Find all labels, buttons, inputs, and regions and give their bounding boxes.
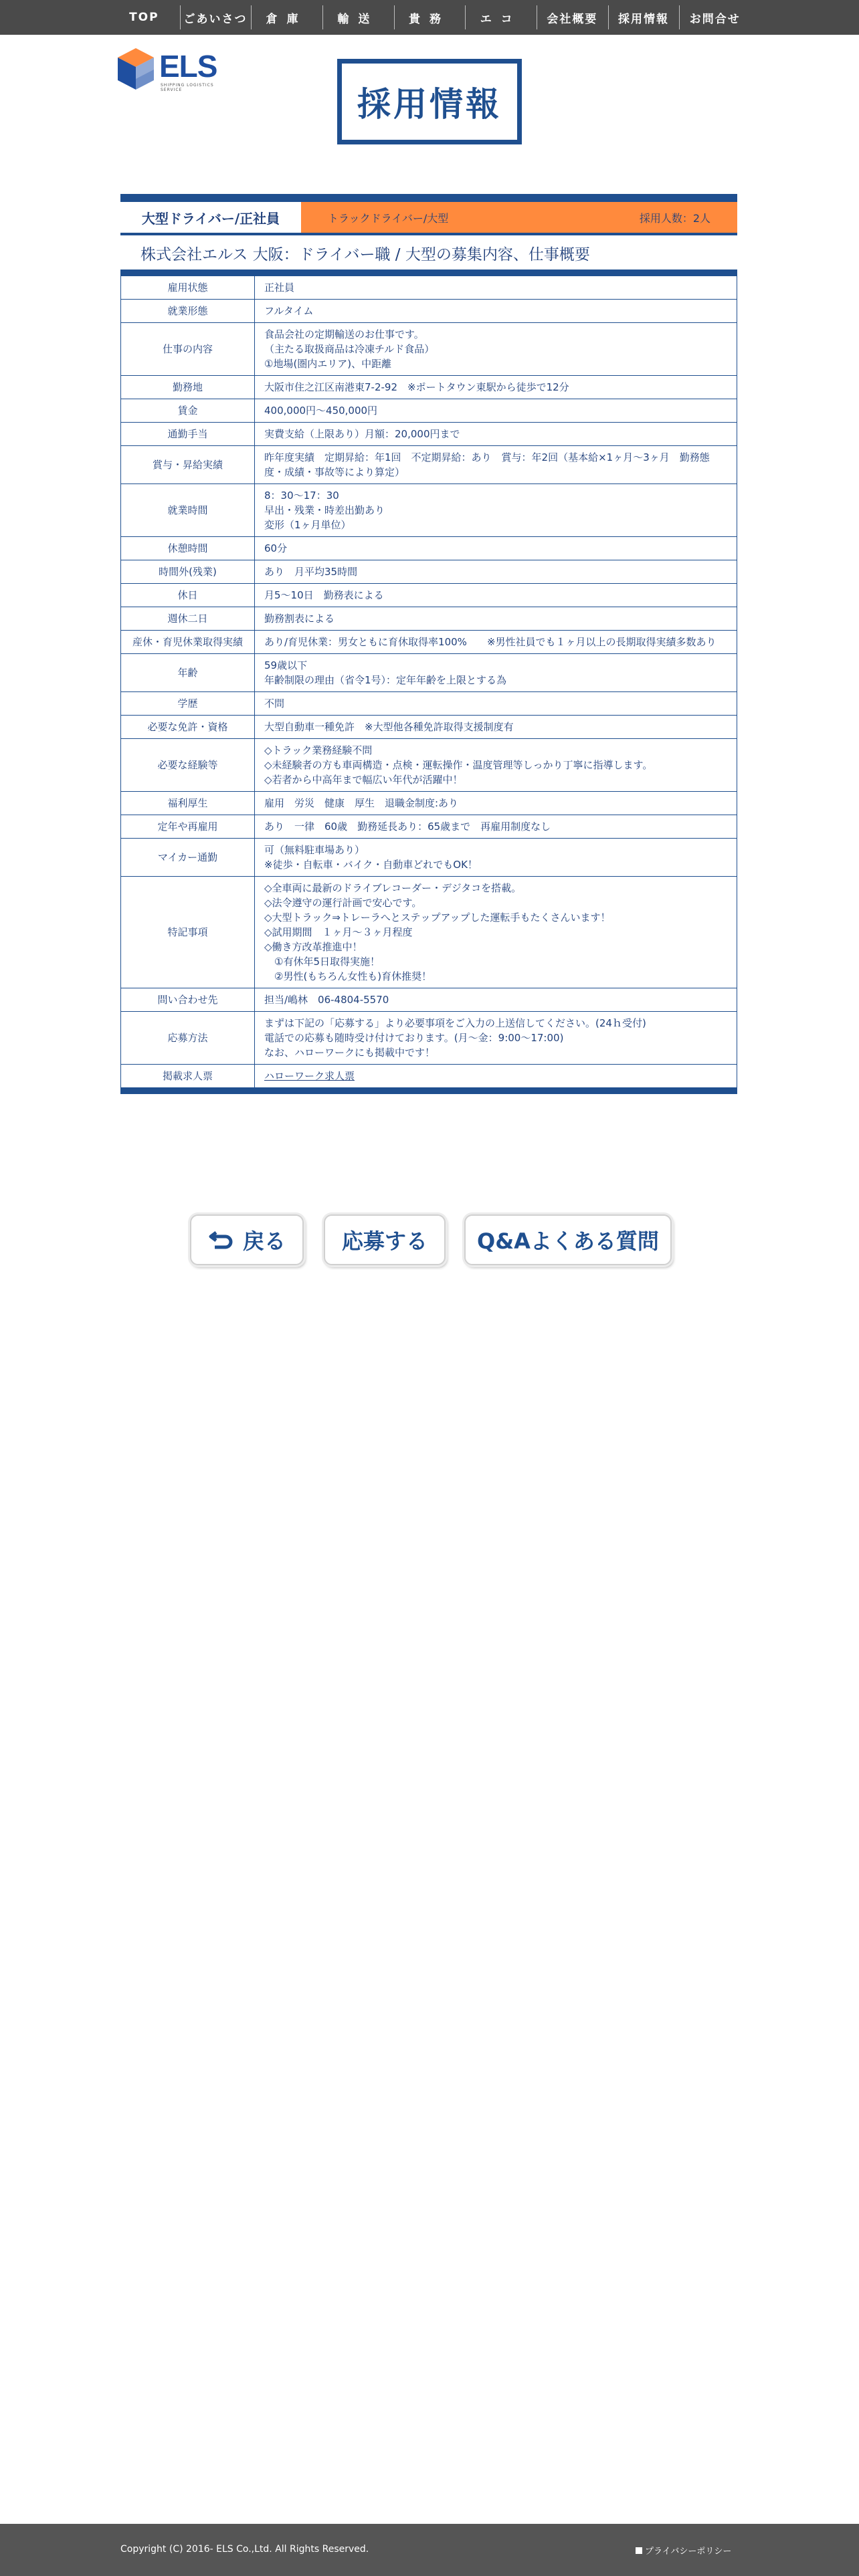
job-detail-value: 大型自動車一種免許 ※大型他各種免許取得支援制度有	[255, 716, 737, 739]
job-top-bar	[120, 194, 737, 202]
back-button-label: 戻る	[242, 1228, 286, 1254]
nav-contact[interactable]: お問合せ	[679, 0, 751, 35]
job-detail-value: あり 一律 60歳 勤務延長あり：65歳まで 再雇用制度なし	[255, 815, 737, 839]
faq-button-label: Q&Aよくある質問	[477, 1228, 659, 1254]
nav-recruit[interactable]: 採用情報	[608, 0, 680, 35]
back-button[interactable]	[190, 1214, 304, 1265]
job-header	[120, 202, 737, 233]
job-header-band	[301, 202, 737, 233]
job-role: 大型ドライバー/正社員	[120, 202, 301, 233]
logo-subtext: SHIPPING LOGISTICS SERVICE	[161, 83, 214, 92]
job-detail-row	[121, 376, 737, 399]
nav-transport[interactable]: 輸送	[322, 0, 394, 35]
job-detail-value: 59歳以下 年齢制限の理由（省令1号）：定年年齢を上限とする為	[255, 654, 737, 692]
hellowork-link[interactable]: ハローワーク求人票	[264, 1070, 355, 1082]
job-detail-label: 必要な免許・資格	[121, 716, 255, 739]
job-detail-label: 就業時間	[121, 484, 255, 537]
job-detail-value: 勤務割表による	[255, 607, 737, 631]
copyright: Copyright (C) 2016- ELS Co.,Ltd. All Rights Reserved.	[120, 2544, 369, 2555]
job-detail-row	[121, 607, 737, 631]
company-logo[interactable]	[115, 45, 229, 92]
job-detail-value: 実費支給（上限あり）月額：20,000円まで	[255, 423, 737, 446]
job-detail-row	[121, 560, 737, 584]
job-detail-value: 正社員	[255, 276, 737, 300]
nav-eco[interactable]: エコ	[465, 0, 537, 35]
job-divider	[120, 270, 737, 276]
job-bottom-bar	[120, 1088, 737, 1094]
logo-text: ELS	[159, 49, 217, 84]
job-detail-label: 掲載求人票	[121, 1065, 255, 1088]
job-detail-row	[121, 484, 737, 537]
job-detail-label: 仕事の内容	[121, 323, 255, 376]
footer	[0, 2524, 859, 2576]
job-category: トラックドライバー/大型	[328, 211, 449, 225]
job-detail-row	[121, 839, 737, 877]
job-detail-row	[121, 323, 737, 376]
job-detail-row	[121, 739, 737, 792]
job-company-line: 株式会社エルス 大阪：ドライバー職 / 大型の募集内容、仕事概要	[120, 233, 737, 270]
job-detail-value: 60分	[255, 537, 737, 560]
cube-logo-icon	[115, 47, 157, 91]
job-detail-value: 8：30〜17：30 早出・残業・時差出勤あり 変形（1ヶ月単位）	[255, 484, 737, 537]
job-detail-row	[121, 446, 737, 484]
job-detail-label: 時間外(残業)	[121, 560, 255, 584]
job-detail-row	[121, 716, 737, 739]
nav-top[interactable]: TOP	[129, 11, 159, 24]
job-detail-row	[121, 815, 737, 839]
job-detail-value: 大阪市住之江区南港東7-2-92 ※ポートタウン東駅から徒歩で12分	[255, 376, 737, 399]
return-arrow-icon	[208, 1228, 235, 1251]
privacy-policy-label: プライバシーポリシー	[645, 2547, 732, 2557]
job-detail-value: 雇用 労災 健康 厚生 退職金制度:あり	[255, 792, 737, 815]
job-detail-value: ◇全車両に最新のドライブレコーダー・デジタコを搭載。 ◇法令遵守の運行計画で安心です。 ◇大型トラック⇒トレーラへとステップアップした運転手もたくさんいます！ ◇試用期間 １ヶ月〜３ヶ月程度 ◇働き方改革推進中！ ①有休年5日取得実施！ ②男性(もちろん女性も)育休推奨！	[255, 877, 737, 988]
page-title: 採用情報	[357, 85, 502, 124]
job-detail-label: 必要な経験等	[121, 739, 255, 792]
job-detail-label: 産休・育児休業取得実績	[121, 631, 255, 654]
apply-button[interactable]	[324, 1214, 446, 1265]
job-detail-value: 担当/嶋林 06-4804-5570	[255, 988, 737, 1012]
job-detail-label: 休日	[121, 584, 255, 607]
job-detail-label: 週休二日	[121, 607, 255, 631]
nav-company[interactable]: 会社概要	[537, 0, 608, 35]
job-detail-row	[121, 792, 737, 815]
privacy-policy-link[interactable]	[636, 2544, 731, 2557]
job-detail-value: 昨年度実績 定期昇給：年1回 不定期昇給：あり 賞与：年2回（基本給×1ヶ月〜3ヶ月 勤務態度・成績・事故等により算定）	[255, 446, 737, 484]
job-detail-row	[121, 631, 737, 654]
job-detail-row	[121, 654, 737, 692]
job-detail-label: 勤務地	[121, 376, 255, 399]
job-details-table	[120, 276, 737, 1088]
job-listing	[120, 194, 737, 1094]
page-title-box	[337, 59, 522, 144]
top-nav-inner	[108, 0, 751, 35]
job-detail-row	[121, 537, 737, 560]
job-headcount: 採用人数：2人	[639, 211, 710, 225]
job-detail-label: 休憩時間	[121, 537, 255, 560]
job-detail-label: 年齢	[121, 654, 255, 692]
job-detail-label: 福利厚生	[121, 792, 255, 815]
job-detail-value: あり 月平均35時間	[255, 560, 737, 584]
job-detail-label: 賞与・昇給実績	[121, 446, 255, 484]
nav-warehouse[interactable]: 倉庫	[251, 0, 322, 35]
job-detail-label: 雇用状態	[121, 276, 255, 300]
job-detail-row	[121, 988, 737, 1012]
job-detail-label: 応募方法	[121, 1012, 255, 1065]
job-detail-label: 問い合わせ先	[121, 988, 255, 1012]
job-detail-row	[121, 300, 737, 323]
job-detail-label: 学歴	[121, 692, 255, 716]
apply-button-label: 応募する	[341, 1228, 427, 1254]
job-detail-value: 月5〜10日 勤務表による	[255, 584, 737, 607]
job-detail-row	[121, 399, 737, 423]
faq-button[interactable]	[464, 1214, 672, 1265]
job-detail-label: 定年や再雇用	[121, 815, 255, 839]
job-detail-value: 不問	[255, 692, 737, 716]
job-detail-label: 就業形態	[121, 300, 255, 323]
job-detail-value: ◇トラック業務経験不問 ◇未経験者の方も車両構造・点検・運転操作・温度管理等しっかり丁寧に指導します。 ◇若者から中高年まで幅広い年代が活躍中！	[255, 739, 737, 792]
top-nav	[0, 0, 859, 35]
job-detail-value	[255, 1065, 737, 1088]
job-detail-row	[121, 423, 737, 446]
square-bullet-icon	[636, 2547, 642, 2554]
job-details-body	[121, 276, 737, 1088]
job-detail-value: まずは下記の「応募する」より必要事項をご入力の上送信してください。(24ｈ受付) 電話での応募も随時受け付けております。(月〜金：9:00〜17:00) なお、ハローワークにも掲載中です！	[255, 1012, 737, 1065]
action-buttons	[190, 1214, 672, 1265]
job-detail-row	[121, 692, 737, 716]
nav-business[interactable]: 貴務	[394, 0, 466, 35]
job-detail-value: 可（無料駐車場あり） ※徒歩・自転車・バイク・自動車どれでもOK！	[255, 839, 737, 877]
job-detail-row	[121, 1012, 737, 1065]
job-detail-row	[121, 877, 737, 988]
job-detail-label: 賃金	[121, 399, 255, 423]
job-detail-label: 通勤手当	[121, 423, 255, 446]
job-detail-value: フルタイム	[255, 300, 737, 323]
job-detail-row	[121, 276, 737, 300]
nav-greeting[interactable]: ごあいさつ	[180, 0, 252, 35]
job-detail-value: 400,000円〜450,000円	[255, 399, 737, 423]
job-detail-label: マイカー通勤	[121, 839, 255, 877]
job-detail-row	[121, 584, 737, 607]
job-detail-row	[121, 1065, 737, 1088]
job-detail-value: あり/育児休業：男女ともに育休取得率100% ※男性社員でも１ヶ月以上の長期取得実績多数あり	[255, 631, 737, 654]
job-detail-value: 食品会社の定期輸送のお仕事です。 （主たる取扱商品は冷凍チルド食品） ①地場(圏内エリア)、中距離	[255, 323, 737, 376]
job-detail-label: 特記事項	[121, 877, 255, 988]
